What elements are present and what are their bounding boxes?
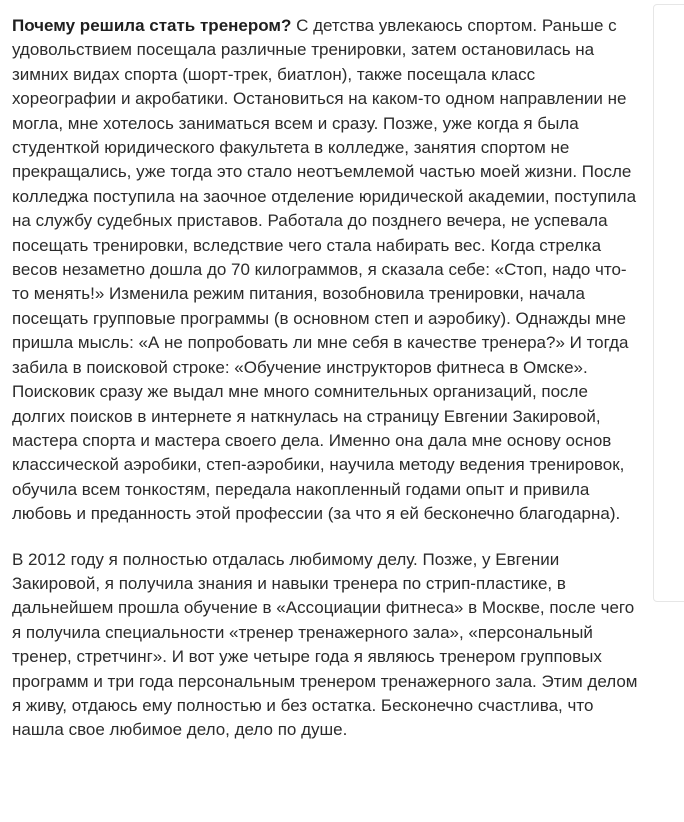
lead-question: Почему решила стать тренером?	[12, 16, 292, 35]
paragraph-2: В 2012 году я полностью отдалась любимому делу. Позже, у Евгении Закировой, я получила знания и навыки тренера по стрип-пластике, в дальнейшем прошла обучение в «Ассоциации фитнеса» в Москве, после чего я получила специальности «тренер тренажерного зала», «персональный тренер, стретчинг». И вот уже четыре года я являюсь тренером групповых программ и три года персональным тренером тренажерного зала. Этим делом я живу, отдаюсь ему полностью и без остатка. Бесконечно счастлива, что нашла свое любимое дело, дело по душе.	[12, 549, 638, 740]
article-body	[12, 14, 642, 743]
paragraph-1-text: С детства увлекаюсь спортом. Раньше с удовольствием посещала различные тренировки, затем остановилась на зимних видах спорта (шорт-трек, биатлон), также посещала класс хореографии и акробатики. Остановиться на каком-то одном направлении не могла, мне хотелось заниматься всем и сразу. Позже, уже когда я была студенткой юридического факультета в колледже, занятия спортом не прекращались, уже тогда это стало неотъемлемой частью моей жизни. После колледжа поступила на заочное отделение юридической академии, поступила на службу судебных приставов. Работала до позднего вечера, не успевала посещать тренировки, вследствие чего стала набирать вес. Когда стрелка весов незаметно дошла до 70 килограммов, я сказала себе: «Стоп, надо что-то менять!» Изменила режим питания, возобновила тренировки, начала посещать групповые программы (в основном степ и аэробику). Однажды мне пришла мысль: «А не попробовать ли мне себя в качестве тренера?» И тогда забила в поисковой строке: «Обучение инструкторов фитнеса в Омске». Поисковик сразу же выдал мне много сомнительных организаций, после долгих поисков в интернете я наткнулась на страницу Евгении Закировой, мастера спорта и мастера своего дела. Именно она дала мне основу основ классической аэробики, степ-аэробики, научила методу ведения тренировок, обучила всем тонкостям, передала накопленный годами опыт и привила любовь и преданность этой профессии (за что я ей бесконечно благодарна).	[12, 16, 637, 524]
paragraph-1	[12, 14, 642, 527]
side-panel	[653, 4, 684, 602]
